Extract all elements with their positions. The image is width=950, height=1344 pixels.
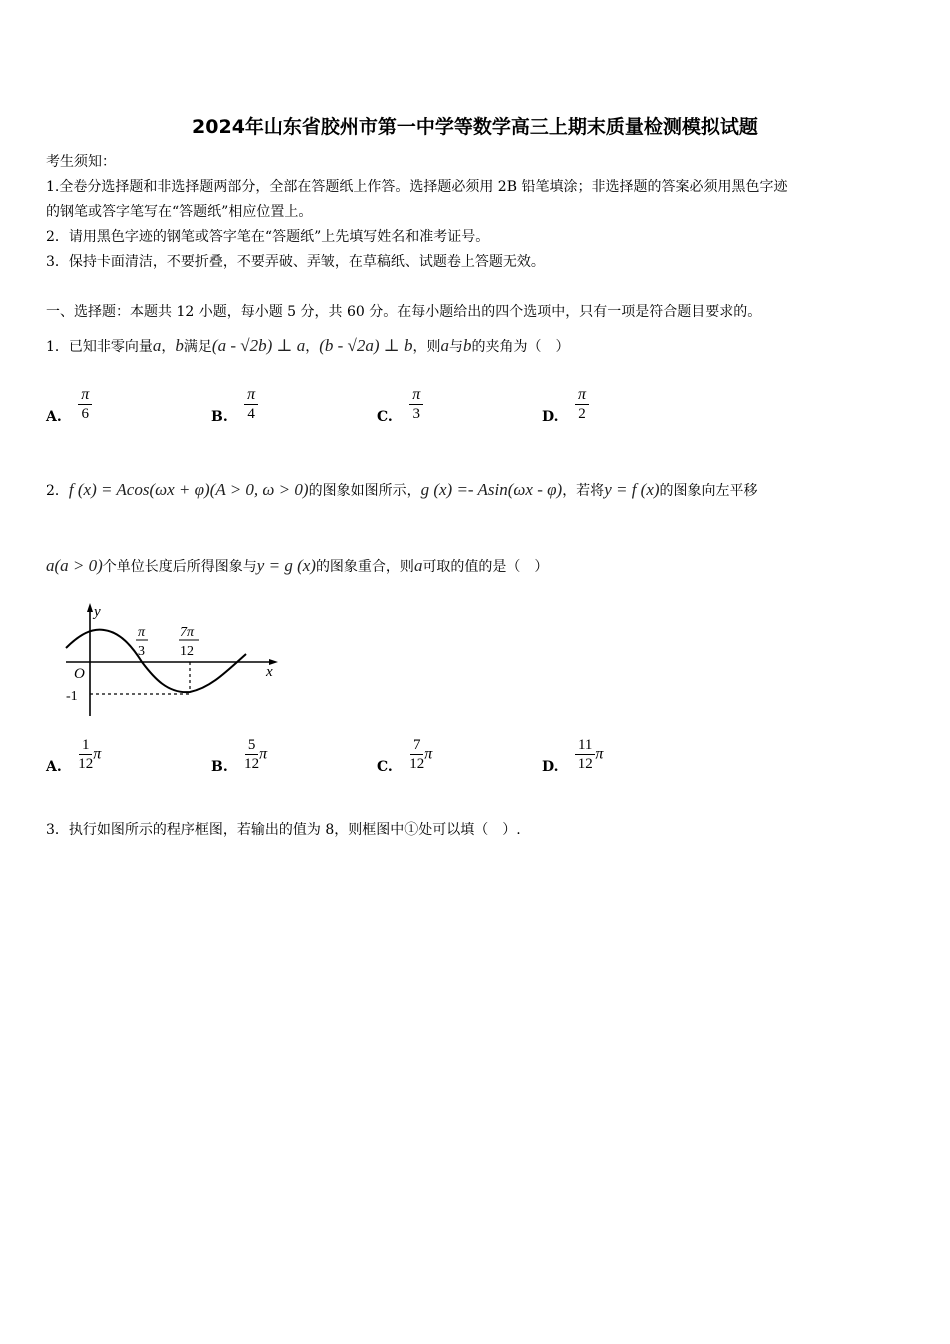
q1-sep-1: ， [161, 339, 176, 355]
q2-function-graph [46, 600, 286, 720]
option-label: A. [46, 758, 62, 775]
option-fraction: $\frac{\pi}{3}$ [409, 386, 423, 423]
question-1-stem [46, 336, 570, 357]
tick-pi-3-num: π [138, 625, 146, 640]
q2-g-expression: g (x) =- Asin(ωx - φ) [420, 480, 563, 499]
q1-option-d[interactable] [542, 386, 589, 423]
option-label: A. [46, 408, 62, 425]
q1-option-b[interactable] [211, 386, 258, 423]
q2-a-condition: a(a > 0) [46, 556, 103, 575]
q1-vector-b: b [175, 336, 184, 355]
q1-condition-2: (b - √2a) ⊥ b [319, 336, 413, 355]
option-label: B. [211, 758, 228, 775]
option-pi: π [424, 745, 433, 763]
cosine-curve [66, 630, 246, 693]
q2-text-1: 的图象如图所示， [308, 483, 421, 499]
q1-then: ，则 [412, 339, 441, 355]
q2-y-g: y = g (x) [256, 556, 316, 575]
q1-sep-2: ， [305, 339, 320, 355]
q2-option-d[interactable] [542, 736, 603, 773]
option-pi: π [595, 745, 604, 763]
question-3-stem: 3．执行如图所示的程序框图，若输出的值为 8，则框图中①处可以填（ ）. [46, 822, 521, 838]
q2-a-var: a [413, 556, 423, 575]
notice-heading: 考生须知： [46, 154, 116, 170]
section-heading: 一、选择题：本题共 12 小题，每小题 5 分，共 60 分。在每小题给出的四个选项中，只有一项是符合题目要求的。 [46, 304, 762, 320]
option-label: D. [542, 408, 559, 425]
q2-text-2: ，若将 [562, 483, 605, 499]
q1-angle: 的夹角为（ ） [471, 339, 570, 355]
q1-and: 与 [449, 339, 464, 355]
q2-prefix: 2． [46, 483, 69, 499]
tick-pi-3-den: 3 [138, 644, 145, 659]
tick-7pi-12-den: 12 [180, 644, 194, 659]
notice-item-1b: 的钢笔或答字笔写在“答题纸”相应位置上。 [46, 204, 313, 220]
q1-option-c[interactable] [377, 386, 423, 423]
q2-text-4: 个单位长度后所得图象与 [102, 559, 257, 575]
option-fraction: $\frac{\pi}{4}$ [244, 386, 258, 423]
option-label: D. [542, 758, 559, 775]
q2-option-c[interactable] [377, 736, 432, 773]
q2-text-3: 的图象向左平移 [659, 483, 758, 499]
option-fraction: $\frac{7}{12}$ [409, 737, 425, 772]
q2-f-expression: f (x) = Acos(ωx + φ)(A > 0, ω > 0) [68, 480, 309, 499]
option-label: B. [211, 408, 228, 425]
option-fraction: $\frac{\pi}{6}$ [78, 386, 92, 423]
notice-item-1a: 1.全卷分选择题和非选择题两部分，全部在答题纸上作答。选择题必须用 2B 铅笔填涂；非选择题的答案必须用黑色字迹 [46, 179, 788, 195]
option-label: C. [377, 758, 393, 775]
notice-item-2: 2．请用黑色字迹的钢笔或答字笔在“答题纸”上先填写姓名和准考证号。 [46, 229, 490, 245]
tick-7pi-12-num: 7π [180, 625, 195, 640]
option-label: C. [377, 408, 393, 425]
origin-label: O [74, 666, 85, 682]
q1-vector-a: a [152, 336, 162, 355]
question-2-stem-line-1 [46, 480, 758, 501]
q1-vector-b-2: b [463, 336, 472, 355]
option-pi: π [259, 745, 268, 763]
q1-satisfy: 满足 [183, 339, 212, 355]
q2-y-f: y = f (x) [604, 480, 660, 499]
q1-prefix: 1．已知非零向量 [46, 339, 153, 355]
q1-vector-a-2: a [440, 336, 450, 355]
option-pi: π [93, 745, 102, 763]
q2-option-b[interactable] [211, 736, 267, 773]
y-axis-arrow [87, 603, 93, 612]
option-fraction: $\frac{\pi}{2}$ [575, 386, 589, 423]
option-fraction: $\frac{11}{12}$ [575, 736, 595, 773]
notice-item-3: 3．保持卡面清洁，不要折叠，不要弄破、弄皱，在草稿纸、试题卷上答题无效。 [46, 254, 545, 270]
x-axis-label: x [266, 664, 273, 680]
page-title: 2024年山东省胶州市第一中学等数学高三上期末质量检测模拟试题 [192, 116, 758, 138]
y-axis-label: y [94, 604, 101, 620]
option-fraction: $\frac{1}{12}$ [78, 737, 94, 772]
minus-one-label: -1 [66, 689, 78, 704]
option-fraction: $\frac{5}{12}$ [244, 737, 260, 772]
question-2-stem-line-2 [46, 556, 548, 577]
q1-condition-1: (a - √2b) ⊥ a [211, 336, 306, 355]
q2-text-6: 可取的值的是（ ） [422, 559, 549, 575]
q2-text-5: 的图象重合，则 [315, 559, 414, 575]
q2-option-a[interactable] [46, 736, 101, 773]
q1-option-a[interactable] [46, 386, 92, 423]
